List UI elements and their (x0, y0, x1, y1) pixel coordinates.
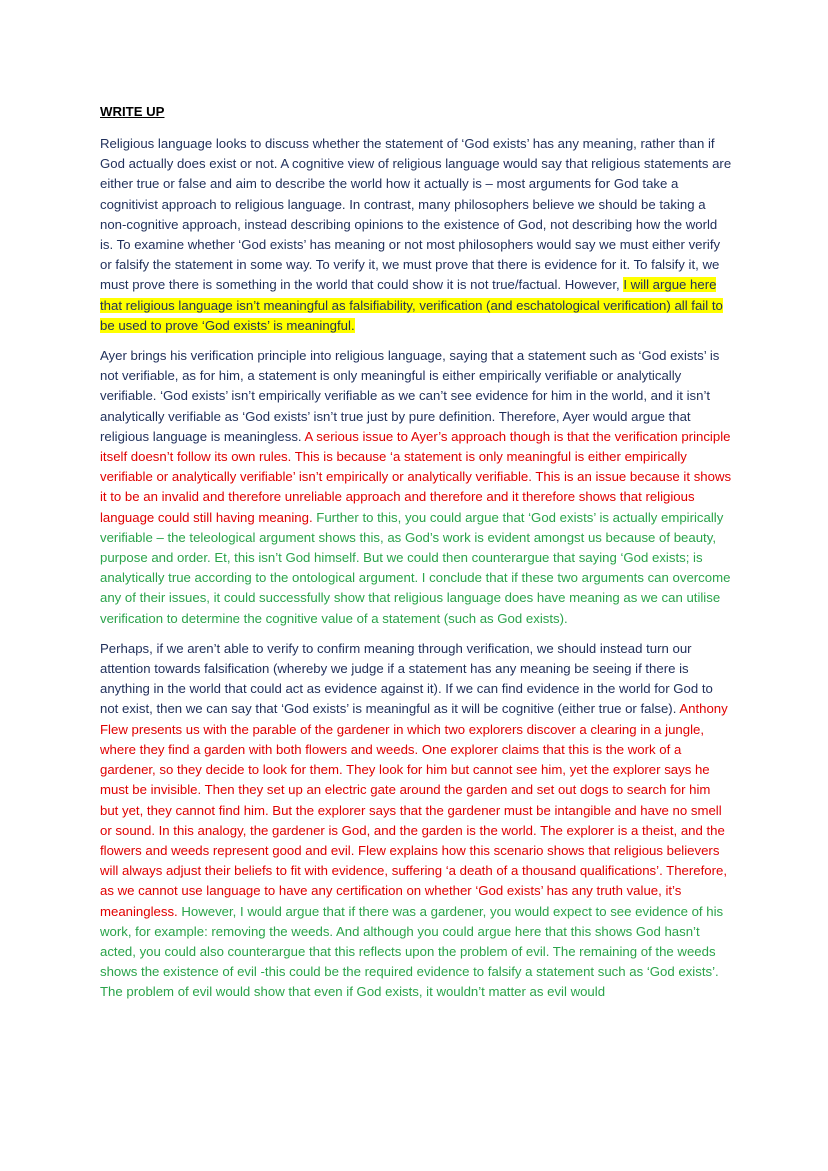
falsification-point: Perhaps, if we aren’t able to verify to confirm meaning through verification, we should instead turn our attention towards falsification (whereby we judge if a statement has any meaning be seeing if there is anything in the world that could act as evidence against it). If we can find evidence in the world for God to not exist, then we can say that ‘God exists’ is meaningful as it will be cognitive (either true or false). (100, 640, 713, 717)
paragraph-falsification (100, 639, 732, 1003)
falsification-parable: Anthony Flew presents us with the parable of the gardener in which two explorers discover a clearing in a jungle, where they find a garden with both flowers and weeds. One explorer claims that this is the work of a gardener, so they decide to look for them. They look for him but cannot see him, yet the explorer says he must be invisible. Then they set up an electric gate around the garden and set out dogs to search for him but yet, they cannot find him. But the explorer says that the gardener must be intangible and have no smell or sound. In this analogy, the gardener is God, and the garden is the world. The explorer is a theist, and the flowers and weeds represent good and evil. Flew explains how this scenario shows that religious believers will always adjust their beliefs to fit with evidence, suffering ‘a death of a thousand qualifications’. Therefore, as we cannot use language to have any certification on whether ‘God exists’ has any truth value, it’s meaningless. (100, 701, 728, 919)
paragraph-verification (100, 346, 732, 629)
section-heading: WRITE UP (100, 104, 165, 119)
verification-criticism: A serious issue to Ayer’s approach though is that the verification principle itself doesn’t follow its own rules. This is because ‘a statement is only meaningful is either empirically verifiable or analytically verifiable’ isn’t empirically or analytically verifiable. This is an issue because it shows it to be an invalid and therefore unreliable approach and therefore and it therefore shows that religious language could still having meaning. (100, 428, 732, 525)
intro-text: Religious language looks to discuss whether the statement of ‘God exists’ has any meaning, rather than if God actually does exist or not. A cognitive view of religious language would say that religious statements are either true or false and aim to describe the world how it actually is – most arguments for God take a cognitivist approach to religious language. In contrast, many philosophers believe we should be taking a non-cognitive approach, instead describing opinions to the existence of God, not describing how the world is. To examine whether ‘God exists’ has meaning or not most philosophers would say we must either verify or falsify the statement in some way. To verify it, we must prove that there is evidence for it. To falsify it, we must prove there is something in the world that could show it is not true/factual. However, (100, 136, 732, 293)
verification-point: Ayer brings his verification principle into religious language, saying that a statement such as ‘God exists’ is not verifiable, as for him, a statement is only meaningful is either empirically verifiable or analytically verifiable. ‘God exists’ isn’t empirically verifiable as we can’t see evidence for him in the world, and it isn’t analytically verifiable as ‘God exists’ isn’t true just by pure definition. Therefore, Ayer would argue that religious language is meaningless. (100, 348, 720, 444)
thesis-highlight: I will argue here that religious language isn’t meaningful as falsifiability, verification (and eschatological verification) all fail to be used to prove ‘God exists’ is meaningful. (100, 277, 723, 333)
paragraph-intro (100, 134, 732, 336)
falsification-evaluation: However, I would argue that if there was a gardener, you would expect to see evidence of his work, for example: removing the weeds. And although you could argue here that this shows God hasn’t acted, you could also counterargue that this reflects upon the problem of evil. The remaining of the weeds shows the existence of evil -this could be the required evidence to falsify a statement such as ‘God exists’. The problem of evil would show that even if God exists, it wouldn’t matter as evil would (100, 903, 724, 1000)
verification-evaluation: Further to this, you could argue that ‘God exists’ is actually empirically verifiable – the teleological argument shows this, as God’s work is evident amongst us because of beauty, purpose and order. Et, this isn’t God himself. But we could then counterargue that saying ‘God exists; is analytically true according to the ontological argument. I conclude that if these two arguments can overcome any of their issues, it could successfully show that religious language does have meaning as we can utilise verification to determine the cognitive value of a statement (such as God exists). (100, 509, 731, 626)
